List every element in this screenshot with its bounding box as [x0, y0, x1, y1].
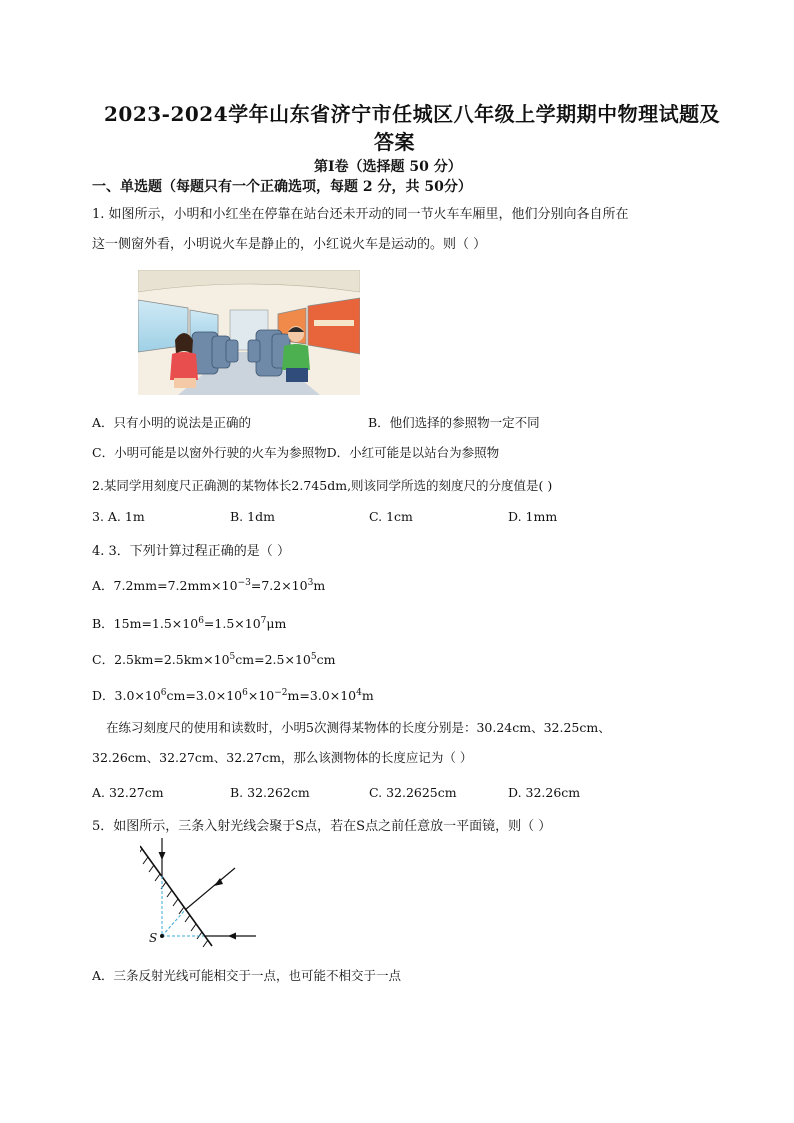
q3-option-c: C．$2.5km=2.5km\times 10^5cm=2.5\times 10^5cm$: [92, 652, 336, 667]
q3-option-d: D．$3.0\times 10^6cm=3.0\times 10^6\times 10^{-2}m=3.0\times 10^4m$: [92, 688, 374, 703]
q2-option-c: C. 1cm: [369, 509, 413, 524]
q4-option-d: D. 32.26cm: [508, 785, 581, 800]
q1-stem-line1: 1. 如图所示，小明和小红坐在停靠在站台还未开动的同一节火车车厢里，他们分别向各自所在: [92, 207, 629, 222]
point-s-label: S: [149, 931, 158, 945]
q3-option-a: A．$7.2mm=7.2mm\times 10^{-3}=7.2\times 10^3m$: [92, 578, 326, 593]
train-interior-illustration: [138, 270, 360, 395]
q2-option-b: B. 1dm: [230, 509, 275, 524]
doc-title-line1: 2023-2024学年山东省济宁市任城区八年级上学期期中物理试题及: [104, 102, 721, 126]
doc-title-line2: 答案: [374, 130, 415, 154]
q5-option-a: A．三条反射光线可能相交于一点，也可能不相交于一点: [92, 968, 402, 983]
q4-stem-line2: 32.26cm、32.27cm、32.27cm，那么该测物体的长度应记为（ ）: [92, 750, 473, 765]
q1-stem-line2: 这一侧窗外看，小明说火车是静止的，小红说火车是运动的。则（ ）: [92, 237, 487, 252]
volume-heading: 第Ⅰ卷（选择题 50 分）: [314, 159, 462, 175]
mirror-ray-diagram: [140, 838, 270, 958]
q3-stem: 4. 3．下列计算过程正确的是（ ）: [92, 544, 290, 559]
q4-option-c: C. 32.2625cm: [369, 785, 457, 800]
q1-option-a: A．只有小明的说法是正确的: [92, 415, 252, 430]
q5-stem: 5．如图所示，三条入射光线会聚于S点，若在S点之前任意放一平面镜，则（ ）: [92, 819, 552, 834]
q4-option-a: A. 32.27cm: [92, 785, 164, 800]
q3-option-b: B．$15m=1.5\times 10^6=1.5\times 10^7\mu m$: [92, 616, 287, 631]
q1-options-c-d: C．小明可能是以窗外行驶的火车为参照物D．小红可能是以站台为参照物: [92, 445, 500, 460]
q1-option-b: B．他们选择的参照物一定不同: [368, 415, 540, 430]
q4-stem-line1: 在练习刻度尺的使用和读数时，小明5次测得某物体的长度分别是：30.24cm、32.25cm、: [106, 720, 611, 735]
q2-option-d: D. 1mm: [508, 509, 558, 524]
q4-option-b: B. 32.262cm: [230, 785, 310, 800]
q2-option-a: 3. A. 1m: [92, 509, 145, 524]
q2-stem: 2.某同学用刻度尺正确测的某物体长2.745dm,则该同学所选的刻度尺的分度值是( ): [92, 478, 553, 493]
section-heading: 一、单选题（每题只有一个正确选项，每题 2 分，共 50分）: [92, 179, 472, 195]
